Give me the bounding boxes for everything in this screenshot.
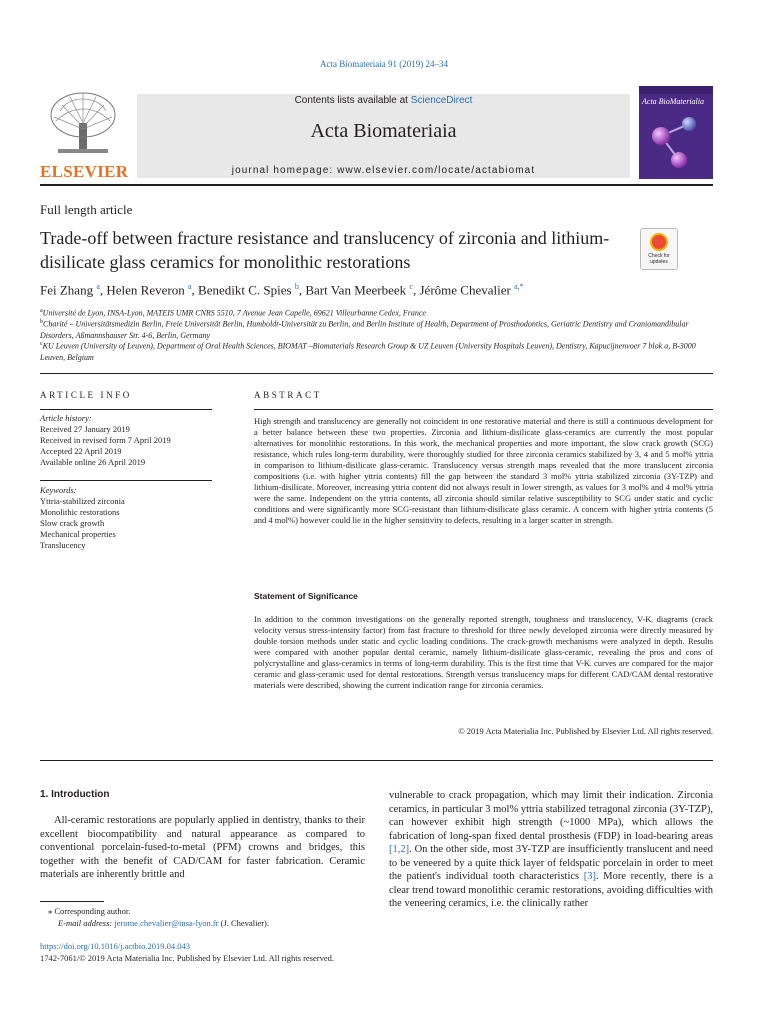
- body-column-left: All-ceramic restorations are popularly applied in dentistry, thanks to their excellent biocompatibility and natural appearance as compared to conventional porcelain-fused-to-metal (PFM) crowns and bridges, this together with the benefit of CAD/CAM for faster fabrication. Ceramic materials are inherently brittle and: [40, 815, 365, 880]
- affiliation-text: Charité – Universitätsmedizin Berlin, Freie Universität Berlin, Humboldt-Universität zu Berlin, and Berlin Institute of Health, Department of Prosthodontics, Geriatric Dentistry and Craniomandibular Disorders, Aßmannshauser Str. 4-6, Berlin, Germany: [40, 319, 689, 340]
- keywords-label: Keywords:: [40, 485, 77, 495]
- author-name[interactable]: Bart Van Meerbeek: [305, 282, 407, 298]
- email-suffix: (J. Chevalier).: [218, 918, 269, 928]
- abstract-copyright: © 2019 Acta Materialia Inc. Published by Elsevier Ltd. All rights reserved.: [458, 726, 713, 736]
- author-name[interactable]: Helen Reveron: [106, 282, 185, 298]
- citation-link[interactable]: [3]: [583, 871, 597, 882]
- author-name[interactable]: Fei Zhang: [40, 282, 94, 298]
- footnote-corresponding: ⁎ Corresponding author.: [48, 906, 131, 916]
- history-item: Received 27 January 2019: [40, 424, 130, 434]
- keyword: Monolithic restorations: [40, 507, 120, 517]
- affiliation-text: Université de Lyon, INSA-Lyon, MATEIS UMR CNRS 5510, 7 Avenue Jean Capelle, 69621 Villeurbanne Cedex, France: [42, 308, 426, 318]
- body-column-right: [389, 789, 713, 911]
- footnote-rule: [40, 901, 104, 902]
- affiliation: [40, 317, 713, 341]
- abstract-heading: ABSTRACT: [254, 390, 322, 400]
- sciencedirect-link[interactable]: ScienceDirect: [410, 95, 473, 106]
- author-name[interactable]: Benedikt C. Spies: [198, 282, 292, 298]
- issn-copyright: 1742-7061/© 2019 Acta Materialia Inc. Published by Elsevier Ltd. All rights reserved.: [40, 953, 334, 963]
- article-title: Trade-off between fracture resistance and translucency of zirconia and lithium-disilicate glass ceramics for monolithic restorations: [40, 228, 610, 272]
- affiliation-mark: b: [40, 319, 43, 325]
- keywords: [40, 485, 212, 551]
- article-history: [40, 413, 212, 468]
- history-item: Received in revised form 7 April 2019: [40, 435, 171, 445]
- abstract-text: High strength and translucency are generally not coincident in one restorative material and there is still a continuous development for a better balance between these two properties. Zirconia and lithium-disilicate glass-ceramics are currently the most popular alternatives for monolithic restorations. In this work, the mechanical properties and more important, the slow crack growth (SCG) resistance, which rules long-term durability, were thoroughly studied for three zirconia ceramics stabilized by 3, 4 and 5 mol% yttria in comparison to lithium-disilicate glass-ceramic. Translucency versus strength maps revealed that the more translucent zirconia compositions (i.e. with higher yttria contents) fill the gap between the standard 3 mol% yttria stabilized zirconia (3Y-TZP) and lithium-disilicate. Moreover, increasing yttria content did not always result in lower strength, as values for 3 mol% and 4 mol% yttria were the same. Independent on the yttria contents, all zirconia should similar relative susceptibility to SCG under static and cyclic conditions and were significantly more SCG-resistant than lithium-disilicate glass ceramic. A concern with higher yttria contents (5 and 4 mol%) however could lie in the higher sensitivity to defects, resulting in a larger scatter in strength.: [254, 416, 713, 525]
- abstract-rule: [254, 409, 713, 410]
- journal-title: Acta Biomateriaia: [310, 120, 457, 142]
- significance-text: In addition to the common investigations on the generally reported strength, toughness and translucency, V-Kᵢ diagrams (crack velocity versus stress-intensity factor) from fast fracture to threshold for three newly developed zirconia were directly measured by double torsion methods under static and cyclic loading conditions. The crack-growth mechanisms were analyzed in depth. Results were compared with another popular dental ceramic, namely lithium-disilicate glass-ceramic, revealing the pros and cons of polycrystalline and glass-ceramics in terms of long-term durability. This is the first time that V-Kᵢ curves are compared for the major ceramic and glass-ceramic used for dental restorations. Strength versus translucency maps for different CAD/CAM dental restorative materials were described, showing the current indication range for zirconia ceramics.: [254, 614, 713, 690]
- history-label: Article history:: [40, 413, 92, 423]
- author-affiliation-mark[interactable]: b: [294, 282, 299, 291]
- article-type: Full length article: [40, 202, 133, 217]
- author-affiliation-mark[interactable]: c: [409, 282, 413, 291]
- email-link[interactable]: jerome.chevalier@insa-lyon.fr: [114, 918, 219, 928]
- body-text: vulnerable to crack propagation, which may limit their indication. Zirconia ceramics, in particular 3 mol% yttria stabilized tetragonal zirconia (3Y-TZP), can however exhibit high strength (~1000 MPa), which allows the fabrication of long-span fixed dental prosthesis (FDP) in load-bearing areas: [389, 790, 713, 842]
- publisher-logo-text: ELSEVIER: [40, 162, 129, 181]
- journal-reference[interactable]: Acta Biomateriaia 91 (2019) 24–34: [320, 59, 448, 69]
- author-name[interactable]: Jérôme Chevalier: [419, 282, 511, 298]
- journal-homepage[interactable]: journal homepage: www.elsevier.com/locate/actabiomat: [231, 165, 536, 176]
- doi-link[interactable]: https://doi.org/10.1016/j.actbio.2019.04.043: [40, 941, 191, 951]
- author-affiliation-mark[interactable]: a,*: [514, 282, 524, 291]
- citation-link[interactable]: [1,2]: [389, 844, 410, 855]
- email-label: E-mail address:: [58, 918, 115, 928]
- body-text: . On the other side, most 3Y-TZP are insufficiently translucent and need to be veneered by a quite thick layer of feldspatic porcelain in order to meet the patient's individual tooth characteristics: [389, 844, 713, 882]
- contents-line: [137, 95, 630, 106]
- abstract-bottom-rule: [40, 760, 713, 761]
- contents-prefix: Contents lists available at: [294, 95, 411, 106]
- author-affiliation-mark[interactable]: a: [96, 282, 100, 291]
- history-item: Accepted 22 April 2019: [40, 446, 122, 456]
- affiliation-mark: c: [40, 341, 43, 347]
- check-updates-icon: [650, 233, 668, 251]
- affiliation-text: KU Leuven (University of Leuven), Department of Oral Health Sciences, BIOMAT –Biomaterials Research Group & UZ Leuven (University Hospitals Leuven), Dentistry, Kapucijnenvoer 7 blok a, B-3000 Leuven, Belgium: [40, 341, 696, 362]
- section-heading: 1. Introduction: [40, 789, 110, 800]
- journal-cover-image: [639, 86, 713, 179]
- affiliation-rule: [40, 373, 713, 374]
- keyword: Translucency: [40, 540, 86, 550]
- significance-heading: Statement of Significance: [254, 591, 358, 601]
- cover-title: Acta BioMaterialia: [642, 97, 704, 106]
- body-text: . More recently, there is a clear trend toward monolithic ceramic restorations, avoiding difficulties with the veneering ceramics, i.e. the clinically rather: [389, 871, 713, 909]
- footnote-email: [58, 917, 388, 929]
- keyword: Slow crack growth: [40, 518, 105, 528]
- check-for-updates-button[interactable]: [640, 228, 678, 270]
- header-rule: [40, 184, 713, 186]
- author-list: Fei Zhang $^a$, Helen Reveron $^a$, Benedikt C. Spies $^b$, Bart Van Meerbeek $^c$, Jérôme Chevalier $^{a,*}$: [40, 282, 524, 298]
- check-updates-label: Check for updates: [648, 253, 670, 265]
- history-item: Available online 26 April 2019: [40, 457, 146, 467]
- article-info-heading: ARTICLE INFO: [40, 390, 132, 400]
- author-affiliation-mark[interactable]: a: [187, 282, 192, 291]
- keyword: Mechanical properties: [40, 529, 116, 539]
- keyword: Yttria-stabilized zirconia: [40, 496, 125, 506]
- affiliation: [40, 339, 713, 363]
- keywords-rule: [40, 480, 212, 481]
- affiliation-mark: a: [40, 308, 43, 314]
- info-rule: [40, 409, 212, 410]
